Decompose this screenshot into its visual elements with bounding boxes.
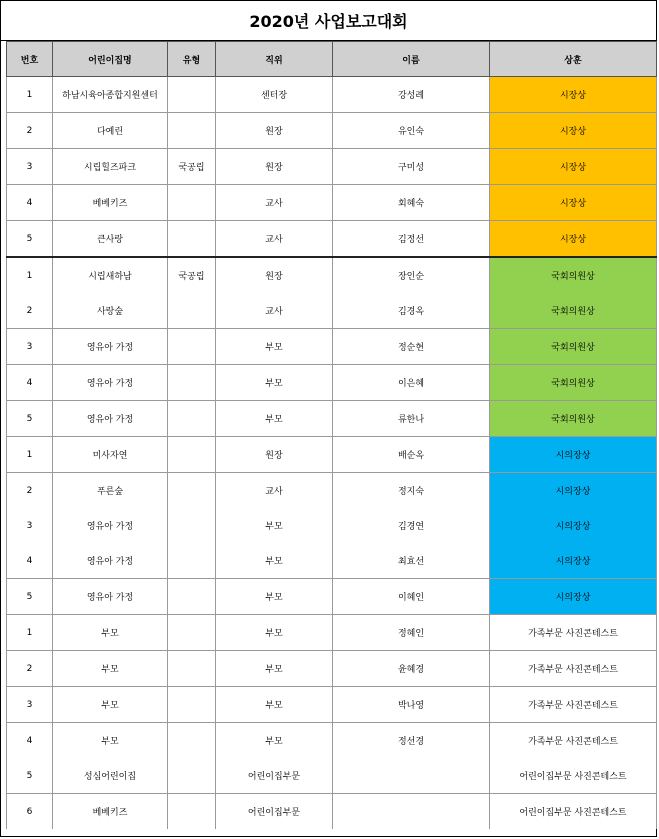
header-row	[7, 42, 657, 77]
cell-number: 1	[7, 437, 53, 473]
header-type: 유형	[168, 42, 216, 77]
cell-center: 영유아 가정	[53, 401, 168, 437]
cell-center: 부모	[53, 615, 168, 651]
cell-name	[333, 758, 490, 794]
cell-position: 교사	[216, 185, 333, 221]
table-row	[7, 615, 657, 651]
cell-number: 5	[7, 221, 53, 258]
cell-position: 부모	[216, 329, 333, 365]
cell-center: 푸른숲	[53, 473, 168, 509]
sheet-title: 2020년 사업보고대회	[1, 1, 656, 41]
cell-type	[168, 185, 216, 221]
cell-name: 강성례	[333, 77, 490, 113]
cell-center: 베베키즈	[53, 794, 168, 830]
cell-award: 가족부문 사진콘테스트	[490, 687, 657, 723]
cell-award: 국회의원상	[490, 329, 657, 365]
cell-name: 구미성	[333, 149, 490, 185]
header-number: 번호	[7, 42, 53, 77]
cell-center: 영유아 가정	[53, 508, 168, 543]
cell-type	[168, 221, 216, 258]
table-row	[7, 221, 657, 258]
cell-name: 김정선	[333, 221, 490, 258]
table-row	[7, 758, 657, 794]
cell-number: 3	[7, 149, 53, 185]
cell-center: 시립힐즈파크	[53, 149, 168, 185]
table-row	[7, 113, 657, 149]
cell-position: 원장	[216, 149, 333, 185]
cell-center: 영유아 가정	[53, 579, 168, 615]
cell-name: 정혜인	[333, 615, 490, 651]
cell-position: 부모	[216, 543, 333, 579]
cell-position: 부모	[216, 508, 333, 543]
cell-award: 시의장상	[490, 437, 657, 473]
cell-type	[168, 437, 216, 473]
cell-award: 가족부문 사진콘테스트	[490, 615, 657, 651]
cell-position: 부모	[216, 687, 333, 723]
cell-award: 어린이집부문 사진콘테스트	[490, 758, 657, 794]
cell-center: 부모	[53, 723, 168, 759]
cell-position: 부모	[216, 651, 333, 687]
cell-type	[168, 543, 216, 579]
table-row	[7, 437, 657, 473]
cell-award: 시의장상	[490, 543, 657, 579]
cell-type	[168, 758, 216, 794]
cell-position: 원장	[216, 437, 333, 473]
cell-position: 부모	[216, 365, 333, 401]
cell-award: 국회의원상	[490, 293, 657, 329]
cell-name: 장인순	[333, 257, 490, 293]
cell-type	[168, 473, 216, 509]
cell-position: 교사	[216, 221, 333, 258]
cell-center: 부모	[53, 651, 168, 687]
cell-number: 5	[7, 401, 53, 437]
cell-type	[168, 651, 216, 687]
table-row	[7, 508, 657, 543]
cell-number: 4	[7, 185, 53, 221]
cell-center: 사랑숲	[53, 293, 168, 329]
cell-name: 김경연	[333, 508, 490, 543]
table-row	[7, 329, 657, 365]
cell-award: 시장상	[490, 113, 657, 149]
cell-type	[168, 77, 216, 113]
cell-award: 가족부문 사진콘테스트	[490, 651, 657, 687]
cell-award: 시의장상	[490, 508, 657, 543]
table-row	[7, 687, 657, 723]
table-row	[7, 77, 657, 113]
cell-position: 부모	[216, 579, 333, 615]
table-row	[7, 293, 657, 329]
cell-award: 시장상	[490, 185, 657, 221]
cell-number: 4	[7, 365, 53, 401]
cell-name: 정지숙	[333, 473, 490, 509]
cell-award: 국회의원상	[490, 365, 657, 401]
cell-name: 김경옥	[333, 293, 490, 329]
cell-number: 2	[7, 651, 53, 687]
cell-type	[168, 401, 216, 437]
table-row	[7, 257, 657, 293]
cell-center: 하남시육아종합지원센터	[53, 77, 168, 113]
table-row	[7, 401, 657, 437]
cell-position: 교사	[216, 473, 333, 509]
table-row	[7, 651, 657, 687]
cell-number: 1	[7, 615, 53, 651]
cell-number: 3	[7, 329, 53, 365]
table-row	[7, 473, 657, 509]
cell-award: 시의장상	[490, 473, 657, 509]
cell-position: 부모	[216, 401, 333, 437]
cell-award: 시장상	[490, 221, 657, 258]
cell-award: 어린이집부문 사진콘테스트	[490, 794, 657, 830]
cell-type	[168, 723, 216, 759]
cell-position: 어린이집부문	[216, 794, 333, 830]
cell-award: 시장상	[490, 77, 657, 113]
header-center: 어린이집명	[53, 42, 168, 77]
cell-type	[168, 329, 216, 365]
header-name: 이름	[333, 42, 490, 77]
cell-center: 영유아 가정	[53, 543, 168, 579]
cell-type	[168, 113, 216, 149]
cell-position: 원장	[216, 113, 333, 149]
cell-number: 3	[7, 687, 53, 723]
table-row	[7, 723, 657, 759]
cell-type: 국공립	[168, 257, 216, 293]
cell-center: 큰사랑	[53, 221, 168, 258]
cell-type	[168, 365, 216, 401]
cell-award: 국회의원상	[490, 401, 657, 437]
cell-award: 시장상	[490, 149, 657, 185]
cell-center: 미사자연	[53, 437, 168, 473]
cell-number: 2	[7, 473, 53, 509]
cell-type	[168, 293, 216, 329]
cell-type	[168, 687, 216, 723]
cell-center: 다예린	[53, 113, 168, 149]
cell-name: 최효선	[333, 543, 490, 579]
table-row	[7, 149, 657, 185]
table-row	[7, 794, 657, 830]
cell-center: 부모	[53, 687, 168, 723]
cell-number: 2	[7, 293, 53, 329]
cell-award: 가족부문 사진콘테스트	[490, 723, 657, 759]
cell-number: 4	[7, 723, 53, 759]
cell-name: 정선경	[333, 723, 490, 759]
table-row	[7, 185, 657, 221]
table-row	[7, 579, 657, 615]
cell-number: 1	[7, 257, 53, 293]
cell-name: 회혜숙	[333, 185, 490, 221]
cell-number: 6	[7, 794, 53, 830]
cell-position: 어린이집부문	[216, 758, 333, 794]
cell-center: 베베키즈	[53, 185, 168, 221]
cell-position: 원장	[216, 257, 333, 293]
cell-center: 성심어린이집	[53, 758, 168, 794]
cell-number: 1	[7, 77, 53, 113]
cell-name: 이은혜	[333, 365, 490, 401]
cell-number: 4	[7, 543, 53, 579]
cell-center: 영유아 가정	[53, 329, 168, 365]
cell-name	[333, 794, 490, 830]
cell-position: 센터장	[216, 77, 333, 113]
cell-name: 정순현	[333, 329, 490, 365]
cell-type	[168, 794, 216, 830]
cell-position: 부모	[216, 615, 333, 651]
cell-number: 2	[7, 113, 53, 149]
cell-position: 부모	[216, 723, 333, 759]
cell-center: 영유아 가정	[53, 365, 168, 401]
cell-type	[168, 508, 216, 543]
header-position: 직위	[216, 42, 333, 77]
cell-number: 5	[7, 758, 53, 794]
cell-type: 국공립	[168, 149, 216, 185]
cell-position: 교사	[216, 293, 333, 329]
award-table	[6, 41, 657, 829]
cell-name: 류한나	[333, 401, 490, 437]
cell-type	[168, 579, 216, 615]
cell-name: 윤혜경	[333, 651, 490, 687]
table-row	[7, 365, 657, 401]
cell-name: 이혜인	[333, 579, 490, 615]
cell-name: 박나영	[333, 687, 490, 723]
table-row	[7, 543, 657, 579]
cell-award: 시의장상	[490, 579, 657, 615]
cell-name: 배순옥	[333, 437, 490, 473]
cell-number: 5	[7, 579, 53, 615]
header-award: 상훈	[490, 42, 657, 77]
cell-name: 유인숙	[333, 113, 490, 149]
cell-center: 시립새하남	[53, 257, 168, 293]
cell-number: 3	[7, 508, 53, 543]
cell-award: 국회의원상	[490, 257, 657, 293]
cell-type	[168, 615, 216, 651]
